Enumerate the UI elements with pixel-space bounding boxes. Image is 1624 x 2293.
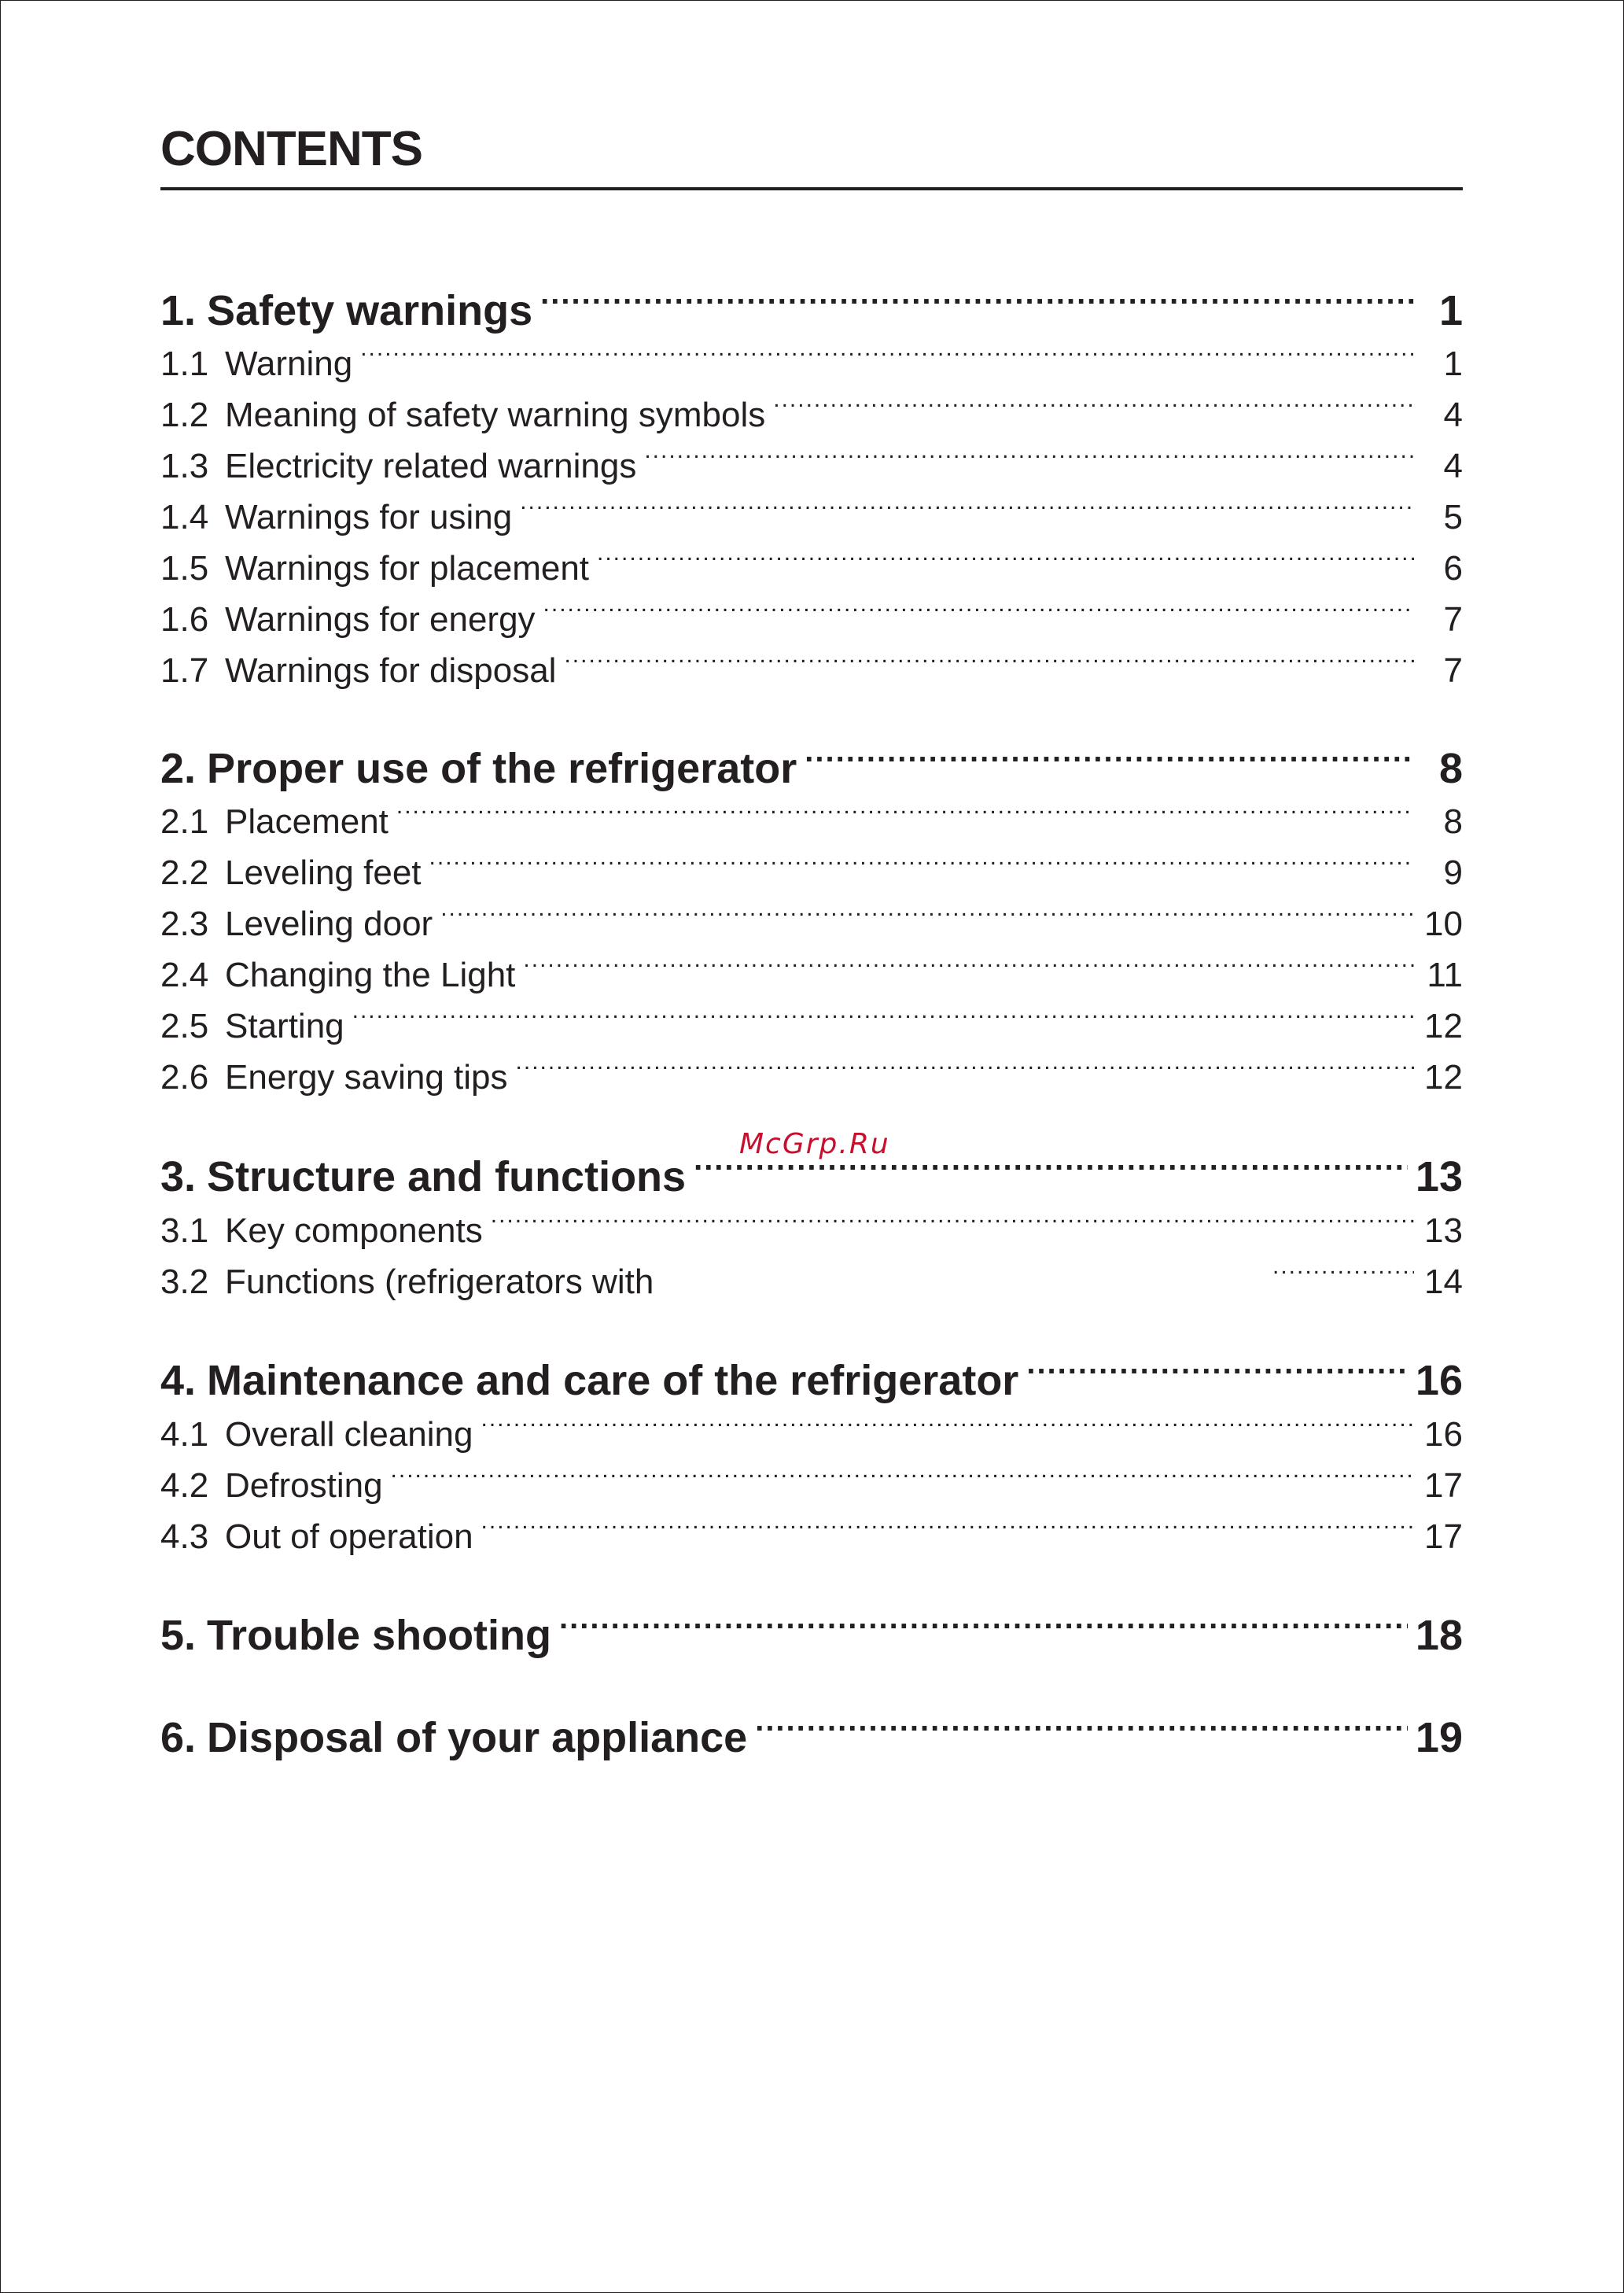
toc-item-1-7[interactable]	[160, 647, 1463, 695]
item-number: 1.1	[160, 345, 209, 383]
item-label: Placement	[225, 802, 389, 841]
page-number: 7	[1443, 600, 1463, 639]
page-number: 18	[1415, 1612, 1463, 1659]
section-label: Trouble shooting	[207, 1612, 552, 1659]
item-label: Meaning of safety warning symbols	[225, 396, 766, 434]
item-number: 4.2	[160, 1466, 209, 1505]
dot-leader	[540, 282, 1414, 325]
page-number: 1	[1443, 345, 1463, 383]
page-number: 5	[1443, 498, 1463, 536]
dot-leader	[564, 647, 1414, 682]
item-number: 1.3	[160, 447, 209, 485]
dot-leader	[429, 850, 1414, 884]
item-number: 2.5	[160, 1007, 209, 1045]
item-number: 4.1	[160, 1415, 209, 1454]
toc-item-2-4[interactable]	[160, 952, 1463, 999]
item-number: 1.2	[160, 396, 209, 434]
page-number: 1	[1438, 287, 1463, 334]
toc-item-1-4[interactable]	[160, 494, 1463, 541]
dot-leader	[516, 1054, 1414, 1089]
item-label: Energy saving tips	[225, 1058, 508, 1097]
page-title: CONTENTS	[160, 122, 422, 176]
page-number: 16	[1424, 1415, 1463, 1454]
page-number: 4	[1443, 396, 1463, 434]
page-number: 17	[1424, 1466, 1463, 1505]
item-number: 1.7	[160, 651, 209, 690]
item-number: 3.2	[160, 1263, 209, 1301]
dot-leader	[597, 545, 1414, 580]
page-number: 9	[1443, 853, 1463, 892]
toc-item-4-1[interactable]	[160, 1411, 1463, 1458]
item-number: 3.1	[160, 1211, 209, 1250]
toc-section-4[interactable]	[160, 1352, 1463, 1408]
item-label: Key components	[225, 1211, 483, 1250]
toc-section-2[interactable]	[160, 740, 1463, 796]
item-label: Defrosting	[225, 1466, 383, 1505]
item-label: Warnings for energy	[225, 600, 536, 639]
section-label: Proper use of the refrigerator	[207, 745, 797, 792]
page-number: 12	[1424, 1058, 1463, 1097]
toc-item-1-3[interactable]	[160, 443, 1463, 490]
dot-leader	[755, 1709, 1408, 1752]
item-label: Warnings for using	[225, 498, 513, 536]
toc-item-2-1[interactable]	[160, 798, 1463, 846]
item-number: 4.3	[160, 1517, 209, 1556]
section-number: 5.	[160, 1612, 197, 1659]
title-divider	[160, 187, 1463, 190]
toc-item-4-2[interactable]	[160, 1462, 1463, 1510]
item-label: Overall cleaning	[225, 1415, 473, 1454]
page-number: 8	[1438, 745, 1463, 792]
page-number: 6	[1443, 549, 1463, 588]
dot-leader	[694, 1148, 1408, 1191]
page-number: 11	[1427, 956, 1463, 994]
page-number: 14	[1424, 1263, 1463, 1301]
item-label: Out of operation	[225, 1517, 473, 1556]
item-number: 2.6	[160, 1058, 209, 1097]
page-number: 13	[1415, 1153, 1463, 1200]
toc-item-2-6[interactable]	[160, 1054, 1463, 1101]
item-number: 1.4	[160, 498, 209, 536]
dot-leader	[360, 341, 1414, 375]
toc-item-1-2[interactable]	[160, 392, 1463, 439]
dot-leader	[1272, 1259, 1414, 1293]
section-number: 2.	[160, 745, 197, 792]
toc-item-1-1[interactable]	[160, 341, 1463, 388]
page-number: 7	[1443, 651, 1463, 690]
page-number: 4	[1443, 447, 1463, 485]
page-number: 10	[1424, 905, 1463, 943]
section-label: Safety warnings	[207, 287, 533, 334]
item-label: Warning	[225, 345, 353, 383]
item-label: Warnings for disposal	[225, 651, 557, 690]
item-number: 1.6	[160, 600, 209, 639]
section-number: 4.	[160, 1357, 197, 1404]
item-number: 2.1	[160, 802, 209, 841]
item-number: 1.5	[160, 549, 209, 588]
item-number: 2.3	[160, 905, 209, 943]
toc-section-6[interactable]	[160, 1709, 1463, 1765]
page-number: 17	[1424, 1517, 1463, 1556]
item-number: 2.2	[160, 853, 209, 892]
toc-section-1[interactable]	[160, 282, 1463, 338]
section-number: 6.	[160, 1714, 197, 1761]
section-label: Structure and functions	[207, 1153, 687, 1200]
page-number: 13	[1424, 1211, 1463, 1250]
section-number: 1.	[160, 287, 197, 334]
section-number: 3.	[160, 1153, 197, 1200]
dot-leader	[543, 596, 1414, 631]
item-label: Starting	[225, 1007, 344, 1045]
item-label: Functions (refrigerators with	[225, 1263, 654, 1301]
toc-section-5[interactable]	[160, 1607, 1463, 1663]
dot-leader	[352, 1003, 1414, 1038]
dot-leader	[491, 1207, 1414, 1242]
item-label: Electricity related warnings	[225, 447, 637, 485]
dot-leader	[481, 1513, 1414, 1548]
item-label: Leveling feet	[225, 853, 422, 892]
toc-item-3-1[interactable]	[160, 1207, 1463, 1255]
section-label: Maintenance and care of the refrigerator	[207, 1357, 1019, 1404]
toc-item-1-6[interactable]	[160, 596, 1463, 643]
watermark: McGrp.Ru	[739, 1128, 890, 1160]
dot-leader	[805, 740, 1414, 783]
item-label: Changing the Light	[225, 956, 516, 994]
dot-leader	[440, 901, 1414, 935]
toc-item-2-5[interactable]	[160, 1003, 1463, 1050]
page-number: 16	[1415, 1357, 1463, 1404]
dot-leader	[644, 443, 1414, 477]
dot-leader	[559, 1607, 1408, 1650]
dot-leader	[396, 798, 1414, 833]
page-number: 8	[1443, 802, 1463, 841]
page-number: 12	[1424, 1007, 1463, 1045]
dot-leader	[520, 494, 1414, 529]
dot-leader	[773, 392, 1414, 426]
dot-leader	[481, 1411, 1415, 1446]
item-number: 2.4	[160, 956, 209, 994]
toc-item-3-2[interactable]	[160, 1259, 1463, 1306]
dot-leader	[1026, 1352, 1408, 1395]
section-label: Disposal of your appliance	[207, 1714, 748, 1761]
item-label: Warnings for placement	[225, 549, 590, 588]
toc-item-2-2[interactable]	[160, 850, 1463, 897]
toc-section-3[interactable]	[160, 1148, 1463, 1204]
toc-item-4-3[interactable]	[160, 1513, 1463, 1561]
dot-leader	[391, 1462, 1414, 1497]
page-number: 19	[1415, 1714, 1463, 1761]
dot-leader	[523, 952, 1414, 986]
toc-item-2-3[interactable]	[160, 901, 1463, 948]
item-label: Leveling door	[225, 905, 433, 943]
toc-item-1-5[interactable]	[160, 545, 1463, 592]
